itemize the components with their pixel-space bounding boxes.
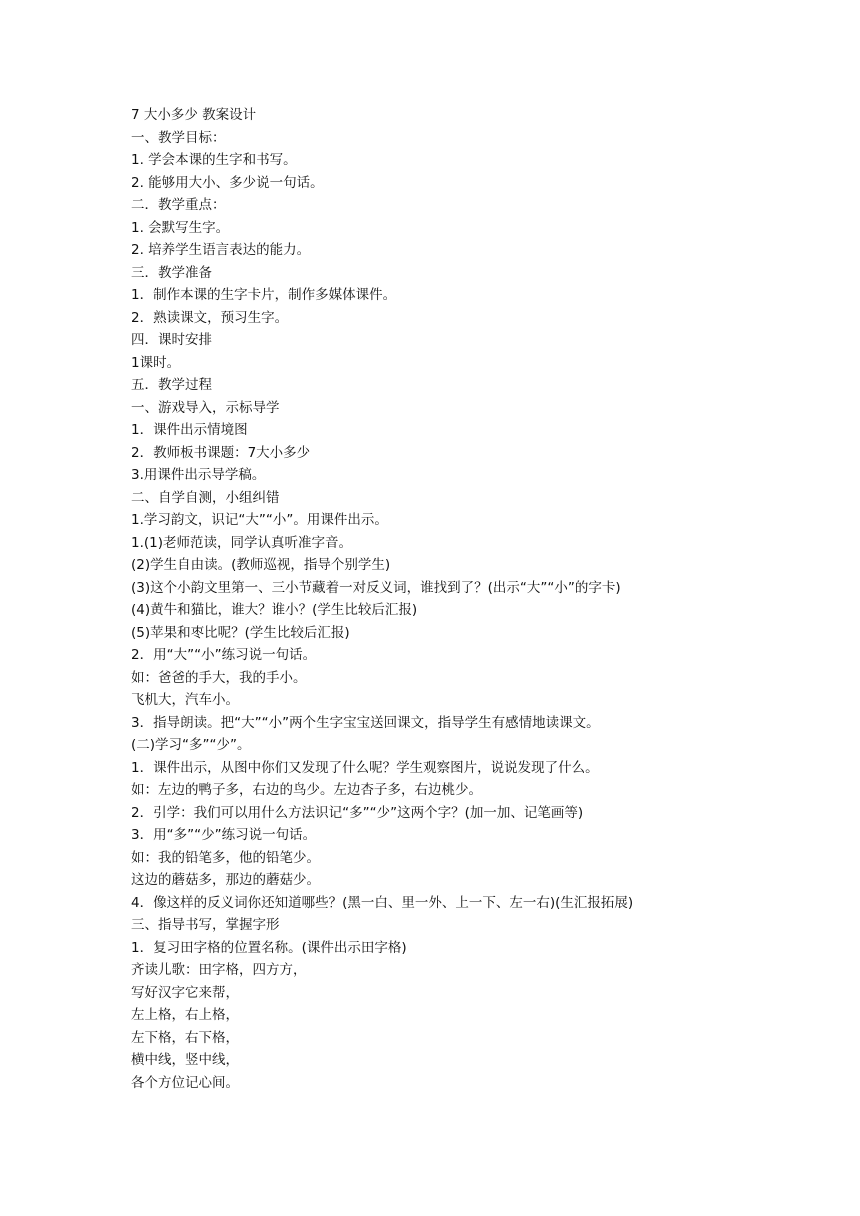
text-line: 1课时。 [131, 354, 181, 371]
text-line: 写好汉字它来帮， [131, 984, 239, 1001]
text-line: 2. 培养学生语言表达的能力。 [131, 242, 311, 258]
section-heading: 一、游戏导入，示标导学 [131, 399, 280, 416]
text-line: (二)学习“多”“少”。 [131, 737, 251, 753]
text-line: 3.用课件出示导学稿。 [131, 467, 266, 483]
text-line: (3)这个小韵文里第一、三小节藏着一对反义词，谁找到了？(出示“大”“小”的字卡) [131, 579, 621, 596]
text-line: (4)黄牛和猫比，谁大？谁小？(学生比较后汇报) [131, 602, 418, 618]
text-line: 1．复习田字格的位置名称。(课件出示田字格) [131, 939, 407, 956]
text-line: 1．制作本课的生字卡片，制作多媒体课件。 [131, 287, 397, 303]
text-line: 飞机大，汽车小。 [131, 692, 239, 708]
text-line: 1. 会默写生字。 [131, 219, 230, 236]
text-line: 如：左边的鸭子多，右边的鸟少。左边杏子多，右边桃少。 [131, 782, 482, 798]
section-heading: 二．教学重点： [131, 197, 226, 213]
text-line: 3．指导朗读。把“大”“小”两个生字宝宝送回课文，指导学生有感情地读课文。 [131, 714, 600, 731]
text-line: (2)学生自由读。(教师巡视，指导个别学生) [131, 557, 391, 573]
section-heading: 三、指导书写，掌握字形 [131, 917, 280, 933]
text-line: 1.(1)老师范读，同学认真听准字音。 [131, 534, 353, 551]
section-heading: 一、教学目标： [131, 129, 226, 146]
document-body [131, 104, 831, 1094]
section-heading: 五．教学过程 [131, 377, 212, 393]
text-line: 这边的蘑菇多，那边的蘑菇少。 [131, 872, 320, 888]
doc-title: 7 大小多少 教案设计 [131, 107, 257, 123]
text-line: 2. 能够用大小、多少说一句话。 [131, 174, 324, 191]
text-line: 1.学习韵文，识记“大”“小”。用课件出示。 [131, 512, 388, 528]
text-line: 左下格，右下格， [131, 1029, 239, 1046]
text-line: 2．用“大”“小”练习说一句话。 [131, 647, 317, 663]
text-line: 1．课件出示，从图中你们又发现了什么呢？学生观察图片，说说发现了什么。 [131, 759, 599, 776]
text-line: 左上格，右上格， [131, 1007, 239, 1023]
text-line: 2．熟读课文，预习生字。 [131, 309, 289, 326]
text-line: 如：我的铅笔多，他的铅笔少。 [131, 849, 320, 866]
section-heading: 二、自学自测，小组纠错 [131, 489, 280, 506]
text-line: 2．教师板书课题：7大小多少 [131, 444, 311, 461]
section-heading: 四．课时安排 [131, 332, 212, 348]
text-line: 横中线，竖中线， [131, 1052, 239, 1068]
text-line: 2．引学：我们可以用什么方法识记“多”“少”这两个字？(加一加、记笔画等) [131, 804, 584, 821]
text-line: 齐读儿歌：田字格，四方方， [131, 962, 307, 978]
text-line: 1. 学会本课的生字和书写。 [131, 152, 297, 168]
section-heading: 三．教学准备 [131, 264, 212, 281]
text-line: 1．课件出示情境图 [131, 422, 248, 438]
text-line: 3．用“多”“少”练习说一句话。 [131, 827, 317, 843]
text-line: 各个方位记心间。 [131, 1074, 239, 1091]
text-line: 4．像这样的反义词你还知道哪些？(黑一白、里一外、上一下、左一右)(生汇报拓展) [131, 894, 634, 911]
text-line: (5)苹果和枣比呢？(学生比较后汇报) [131, 624, 350, 641]
text-line: 如：爸爸的手大，我的手小。 [131, 669, 307, 686]
